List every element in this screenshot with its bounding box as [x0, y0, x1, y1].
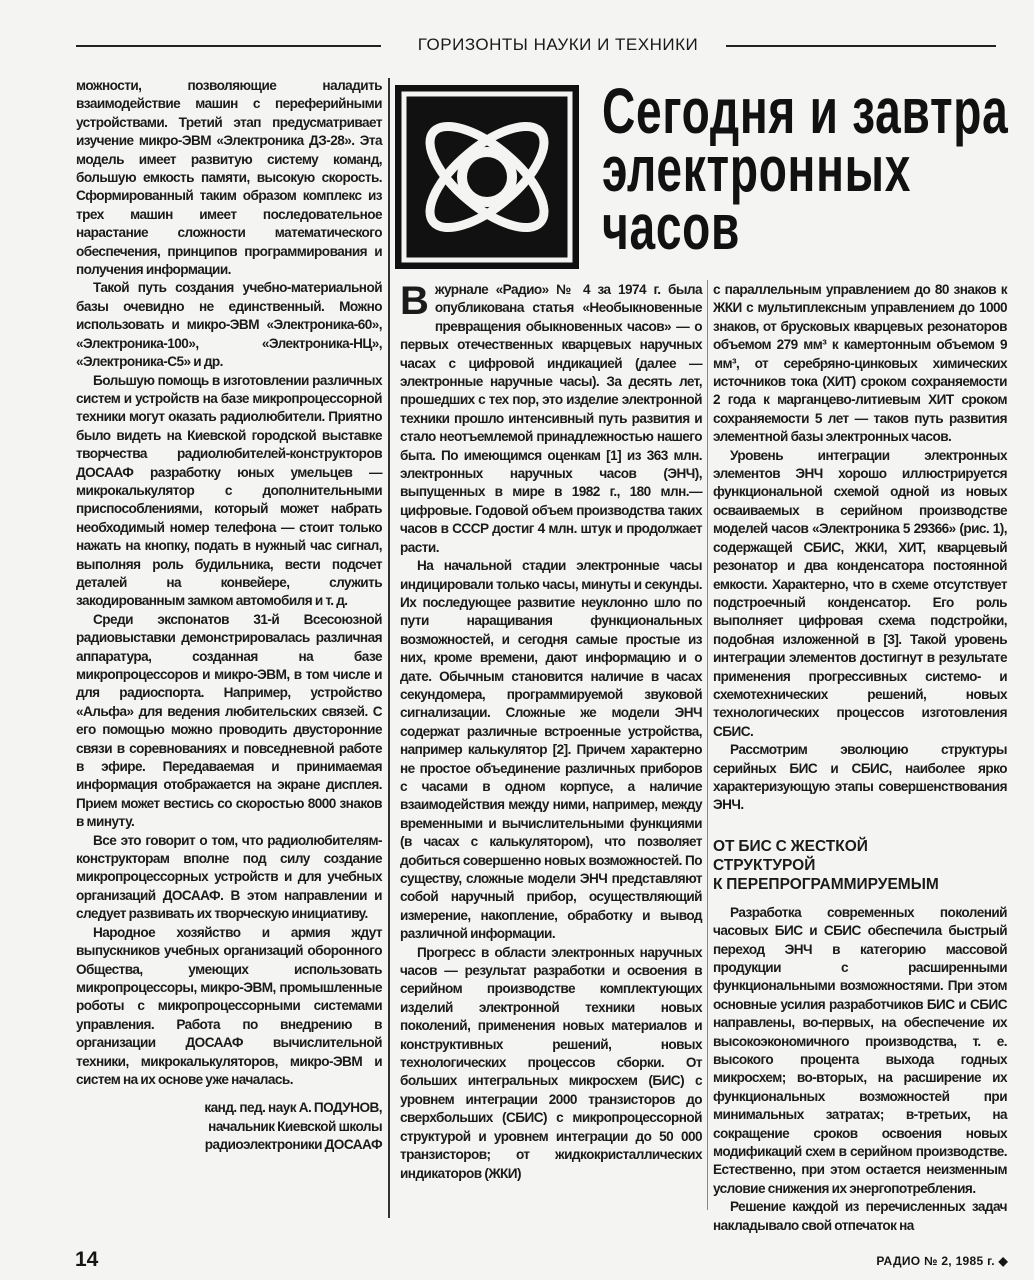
- signature-line: канд. пед. наук А. ПОДУНОВ,: [204, 1100, 382, 1116]
- title-line: электронных: [602, 133, 912, 205]
- column-left: [76, 77, 382, 1155]
- paragraph: Такой путь создания учебно-материальной базы очевидно не единственный. Можно использовать и микро-ЭВМ «Электроника-60», «Электроника-100», «Электроника-НЦ», «Электроника-С5» и др.: [76, 280, 382, 370]
- subheading-line: СТРУКТУРОЙ: [713, 856, 816, 874]
- article-title: [602, 75, 1022, 263]
- paragraph: Народное хозяйство и армия ждут выпускников учебных организаций оборонного Общества, умеющих использовать микропроцессоры, микро-ЭВМ, промышленные роботы с микропроцессорными системами управления. Работа по внедрению в организации ДОСААФ вычислительной техники, микрокалькуляторов, микро-ЭВМ и систем на их основе уже началась.: [76, 924, 382, 1087]
- drop-cap: В: [400, 279, 429, 323]
- paragraph: Разработка современных поколений часовых БИС и СБИС обеспечила быстрый переход ЭНЧ в категорию массовой продукции с расширенными функциональными возможностями. При этом основные усилия разработчиков БИС и СБИС направлены, во-первых, на обеспечение их высокоэкономичного производства, т. е. высокого процента выхода годных микросхем; во-вторых, на расширение их функциональных возможностей при минимальных затратах; в-третьих, на сокращение сроков освоения новых модификаций схем в серийном производстве. Естественно, при этом остается неизменным условие снижения их энергопотребления.: [713, 904, 1007, 1196]
- section-heading: ГОРИЗОНТЫ НАУКИ И ТЕХНИКИ: [417, 35, 699, 54]
- column-middle: [400, 281, 702, 1183]
- paragraph: Все это говорит о том, что радиолюбителям-конструкторам вполне под силу создание микропроцессорных устройств и для учебных организаций ДОСААФ. В этом направлении и следует развивать их творческую инициативу.: [76, 832, 382, 922]
- paragraph: журнале «Радио» № 4 за 1974 г. была опубликована статья «Необыкновенные превращения обыкновенных часов» — о первых отечественных кварцевых наручных часах с цифровой индикацией (далее — электронные наручные часы). За десять лет, прошедших с тех пор, это изделие электронной техники прошло интенсивный путь развития и стало неотъемлемой принадлежностью нашего быта. По имеющимся оценкам [1] из 363 млн. электронных наручных часов (ЭНЧ), выпущенных в мире в 1982 г., 180 млн.— цифровые. Годовой объем производства таких часов в СССР достиг 4 млн. штук и продолжает расти.: [400, 282, 702, 555]
- title-line: Сегодня и завтра: [602, 75, 1009, 147]
- subheading-line: К ПЕРЕПРОГРАММИРУЕМЫМ: [713, 875, 939, 893]
- subheading-line: ОТ БИС С ЖЕСТКОЙ: [713, 837, 868, 855]
- signature-line: радиоэлектроники ДОСААФ: [204, 1137, 382, 1153]
- paragraph: Среди экспонатов 31-й Всесоюзной радиовыставки демонстрировалась различная аппаратура, созданная на базе микропроцессоров и микро-ЭВМ, в том числе и для радиоспорта. Например, устройство «Альфа» для ведения любительских связей. С его помощью можно проводить двусторонние связи в соревнованиях и повседневной работе в эфире. Передаваемая и принимаемая информация отображается на экране дисплея. Прием может вестись со скоростью 8000 знаков в минуту.: [76, 611, 382, 830]
- paragraph: Прогресс в области электронных наручных часов — результат разработки и освоения в серийном производстве комплектующих изделий электронной техники новых поколений, применения новых материалов и конструктивных решений, новых технологических процессов сборки. От больших интегральных микросхем (БИС) с уровнем интеграции 2000 транзисторов до сверхбольших (СБИС) с микропроцессорной структурой и уровнем интеграции до 50 000 транзисторов; от жидкокристаллических индикаторов (ЖКИ): [400, 944, 702, 1181]
- paragraph: Большую помощь в изготовлении различных систем и устройств на базе микропроцессорной техники могут оказать радиолюбители. Приятно было видеть на Киевской городской выставке творчества радиолюбителей-конструкторов ДОСААФ разработку юных умельцев — микрокалькулятор с дополнительными приспособлениями, который может набрать необходимый номер телефона — стоит только нажать на кнопку, подать в нужный час сигнал, выполняя роль будильника, вести подсчет деталей на конвейере, служить закодированным замком автомобиля и т. д.: [76, 372, 382, 609]
- paragraph: Решение каждой из перечисленных задач накладывало свой отпечаток на: [713, 1199, 1007, 1233]
- atom-icon: [395, 85, 579, 269]
- paragraph: с параллельным управлением до 80 знаков к ЖКИ с мультиплексным управлением до 1000 знаков, от брусковых кварцевых резонаторов объемом 279 мм³ к камертонным объемом 9 мм³, от серебряно-цинковых химических источников тока (ХИТ) сроком сохраняемости 2 года к марганцево-литиевым ХИТ сроком сохраняемости 5 лет — таков путь развития элементной базы электронных часов.: [713, 282, 1007, 445]
- column-divider: [707, 280, 708, 1210]
- column-divider: [388, 78, 390, 1218]
- header-rule-left: [76, 45, 381, 47]
- paragraph: Рассмотрим эволюцию структуры серийных БИС и СБИС, наиболее ярко характеризующую этапы совершенствования ЭНЧ.: [713, 742, 1007, 813]
- paragraph: можности, позволяющие наладить взаимодействие машин с переферийными устройствами. Третий этап предусматривает изучение микро-ЭВМ «Электроника ДЗ-28». Эта модель имеет развитую систему команд, большую емкость памяти, высокую скорость. Сформированный таким образом комплекс из трех машин имеет последовательное нарастание сложности математического обеспечения, принципов программирования и получения информации.: [76, 78, 382, 278]
- column-right: [713, 281, 1007, 1235]
- issue-footer: РАДИО № 2, 1985 г. ◆: [876, 1254, 1008, 1268]
- paragraph: Уровень интеграции электронных элементов ЭНЧ хорошо иллюстрируется функциональной схемой одной из новых осваиваемых в серийном производстве моделей часов «Электроника 5 29366» (рис. 1), содержащей СБИС, ЖКИ, ХИТ, кварцевый резонатор и два конденсатора постоянной емкости. Характерно, что в схеме отсутствует подстроечный конденсатор. Его роль выполняет цифровая схема подстройки, подобная изложенной в [3]. Такой уровень интеграции элементов достигнут в результате применения прогрессивных системо- и схемотехнических решений, новых технологических процессов изготовления СБИС.: [713, 447, 1007, 739]
- page-number: 14: [75, 1248, 99, 1271]
- author-signature: [76, 1099, 382, 1154]
- subheading: [713, 837, 1007, 894]
- paragraph: На начальной стадии электронные часы индицировали только часы, минуты и секунды. Их последующее развитие неуклонно шло по пути наращивания функциональных возможностей, и сегодня самые простые из них, кроме времени, дают информацию и о дате. Обычным становится наличие в часах секундомера, программируемой звуковой сигнализации. Сложные же модели ЭНЧ содержат различные встроенные устройства, например калькулятор [2]. Причем характерно не простое объединение различных приборов с часами в одном корпусе, а наличие взаимодействия между ними, например, между временными и вычислительными функциями (в часах с калькулятором), что позволяет добиться совершенно новых возможностей. По существу, сложные модели ЭНЧ представляют собой наручный прибор, осуществляющий измерение, накопление, обработку и вывод различной информации.: [400, 558, 702, 942]
- header-rule-right: [726, 45, 996, 47]
- title-line: часов: [602, 191, 741, 263]
- signature-line: начальник Киевской школы: [208, 1118, 382, 1134]
